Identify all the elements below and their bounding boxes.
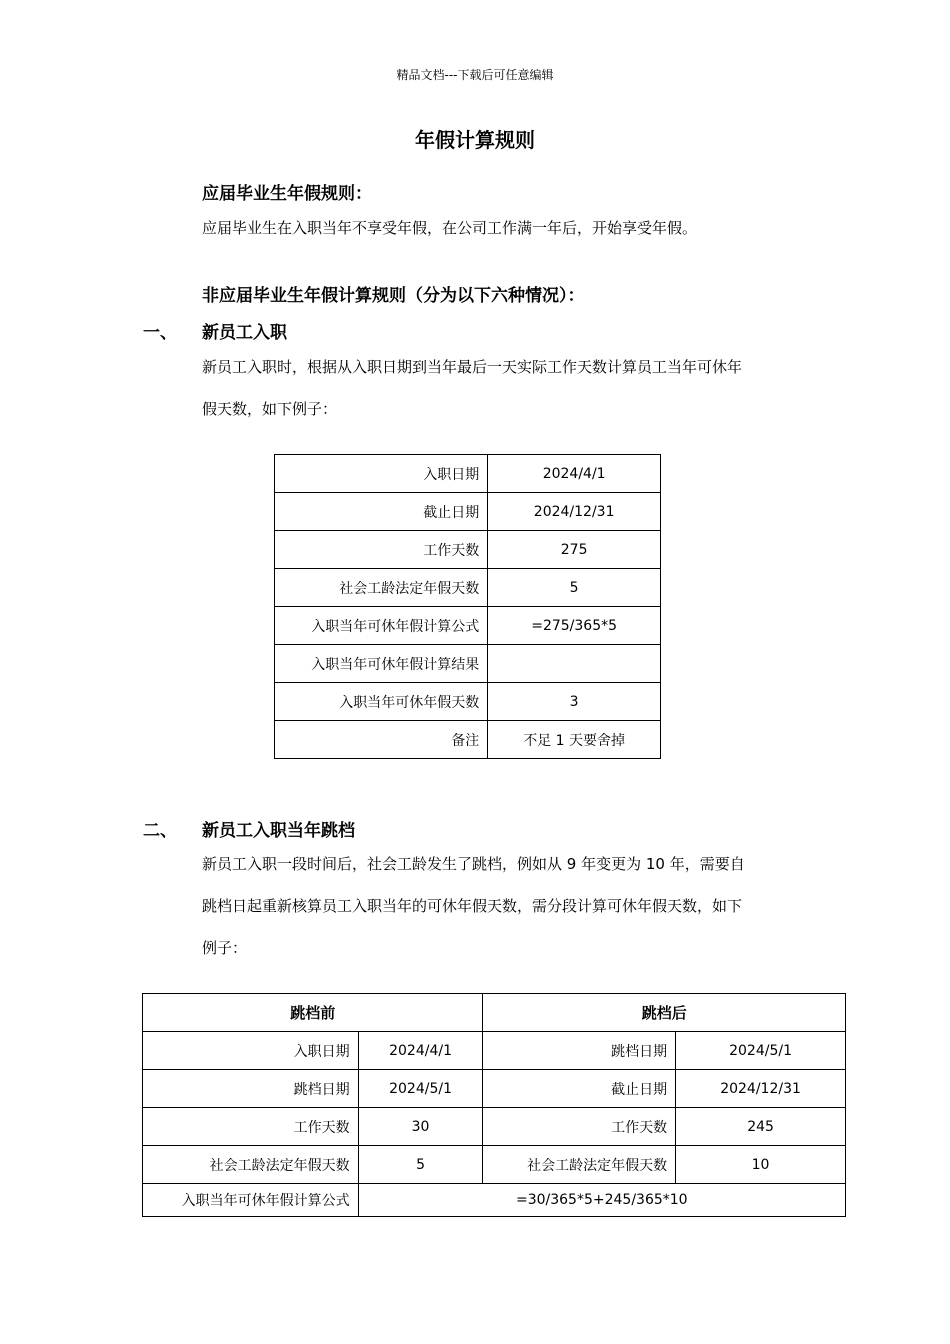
table-header-row (143, 994, 846, 1032)
table-row (275, 645, 661, 683)
table-row (275, 569, 661, 607)
row-label: 入职当年可休年假计算结果 (275, 645, 488, 683)
table-row (143, 1108, 846, 1146)
case2-heading: 新员工入职当年跳档 (202, 821, 355, 841)
non-graduate-heading: 非应届毕业生年假计算规则（分为以下六种情况）： (202, 286, 585, 306)
row-value (488, 645, 661, 683)
before-value: 2024/4/1 (358, 1032, 483, 1070)
formula-value: =30/365*5+245/365*10 (358, 1184, 845, 1217)
row-value: 5 (488, 569, 661, 607)
after-value: 245 (676, 1108, 846, 1146)
case2-table (142, 993, 846, 1217)
table-row (143, 1146, 846, 1184)
case1-paragraph-line2: 假天数，如下例子： (202, 400, 338, 418)
row-label: 入职当年可休年假计算公式 (275, 607, 488, 645)
before-value: 5 (358, 1146, 483, 1184)
after-value: 2024/5/1 (676, 1032, 846, 1070)
row-label: 社会工龄法定年假天数 (275, 569, 488, 607)
table-row (275, 721, 661, 759)
before-label: 社会工龄法定年假天数 (143, 1146, 359, 1184)
before-label: 工作天数 (143, 1108, 359, 1146)
after-label: 跳档日期 (483, 1032, 676, 1070)
formula-label: 入职当年可休年假计算公式 (143, 1184, 359, 1217)
table-row (275, 531, 661, 569)
table-row (275, 683, 661, 721)
case1-table (274, 454, 661, 759)
after-label: 工作天数 (483, 1108, 676, 1146)
graduate-heading: 应届毕业生年假规则： (202, 184, 372, 204)
before-value: 30 (358, 1108, 483, 1146)
case2-paragraph-line2: 跳档日起重新核算员工入职当年的可休年假天数，需分段计算可休年假天数，如下 (202, 897, 743, 915)
table-row (143, 1032, 846, 1070)
case1-heading: 新员工入职 (202, 323, 287, 343)
after-label: 社会工龄法定年假天数 (483, 1146, 676, 1184)
case2-paragraph-line1: 新员工入职一段时间后，社会工龄发生了跳档，例如从 9 年变更为 10 年，需要自 (202, 855, 745, 873)
after-value: 2024/12/31 (676, 1070, 846, 1108)
before-value: 2024/5/1 (358, 1070, 483, 1108)
row-label: 入职日期 (275, 455, 488, 493)
document-title: 年假计算规则 (415, 128, 535, 152)
before-label: 跳档日期 (143, 1070, 359, 1108)
after-jump-header: 跳档后 (483, 994, 846, 1032)
case2-number: 二、 (143, 821, 177, 841)
row-value: 2024/4/1 (488, 455, 661, 493)
table-row (143, 1070, 846, 1108)
row-value: 2024/12/31 (488, 493, 661, 531)
table-row (275, 455, 661, 493)
header-note: 精品文档---下载后可任意编辑 (396, 68, 554, 82)
row-label: 截止日期 (275, 493, 488, 531)
after-label: 截止日期 (483, 1070, 676, 1108)
table-row (143, 1184, 846, 1217)
graduate-text: 应届毕业生在入职当年不享受年假，在公司工作满一年后，开始享受年假。 (202, 219, 698, 237)
row-label: 工作天数 (275, 531, 488, 569)
row-value: 不足 1 天要舍掉 (488, 721, 661, 759)
row-label: 入职当年可休年假天数 (275, 683, 488, 721)
case1-number: 一、 (143, 323, 177, 343)
table-row (275, 607, 661, 645)
case1-paragraph-line1: 新员工入职时，根据从入职日期到当年最后一天实际工作天数计算员工当年可休年 (202, 358, 743, 376)
after-value: 10 (676, 1146, 846, 1184)
row-value: 275 (488, 531, 661, 569)
row-label: 备注 (275, 721, 488, 759)
row-value: =275/365*5 (488, 607, 661, 645)
before-label: 入职日期 (143, 1032, 359, 1070)
before-jump-header: 跳档前 (143, 994, 483, 1032)
row-value: 3 (488, 683, 661, 721)
case2-paragraph-line3: 例子： (202, 939, 248, 957)
table-row (275, 493, 661, 531)
